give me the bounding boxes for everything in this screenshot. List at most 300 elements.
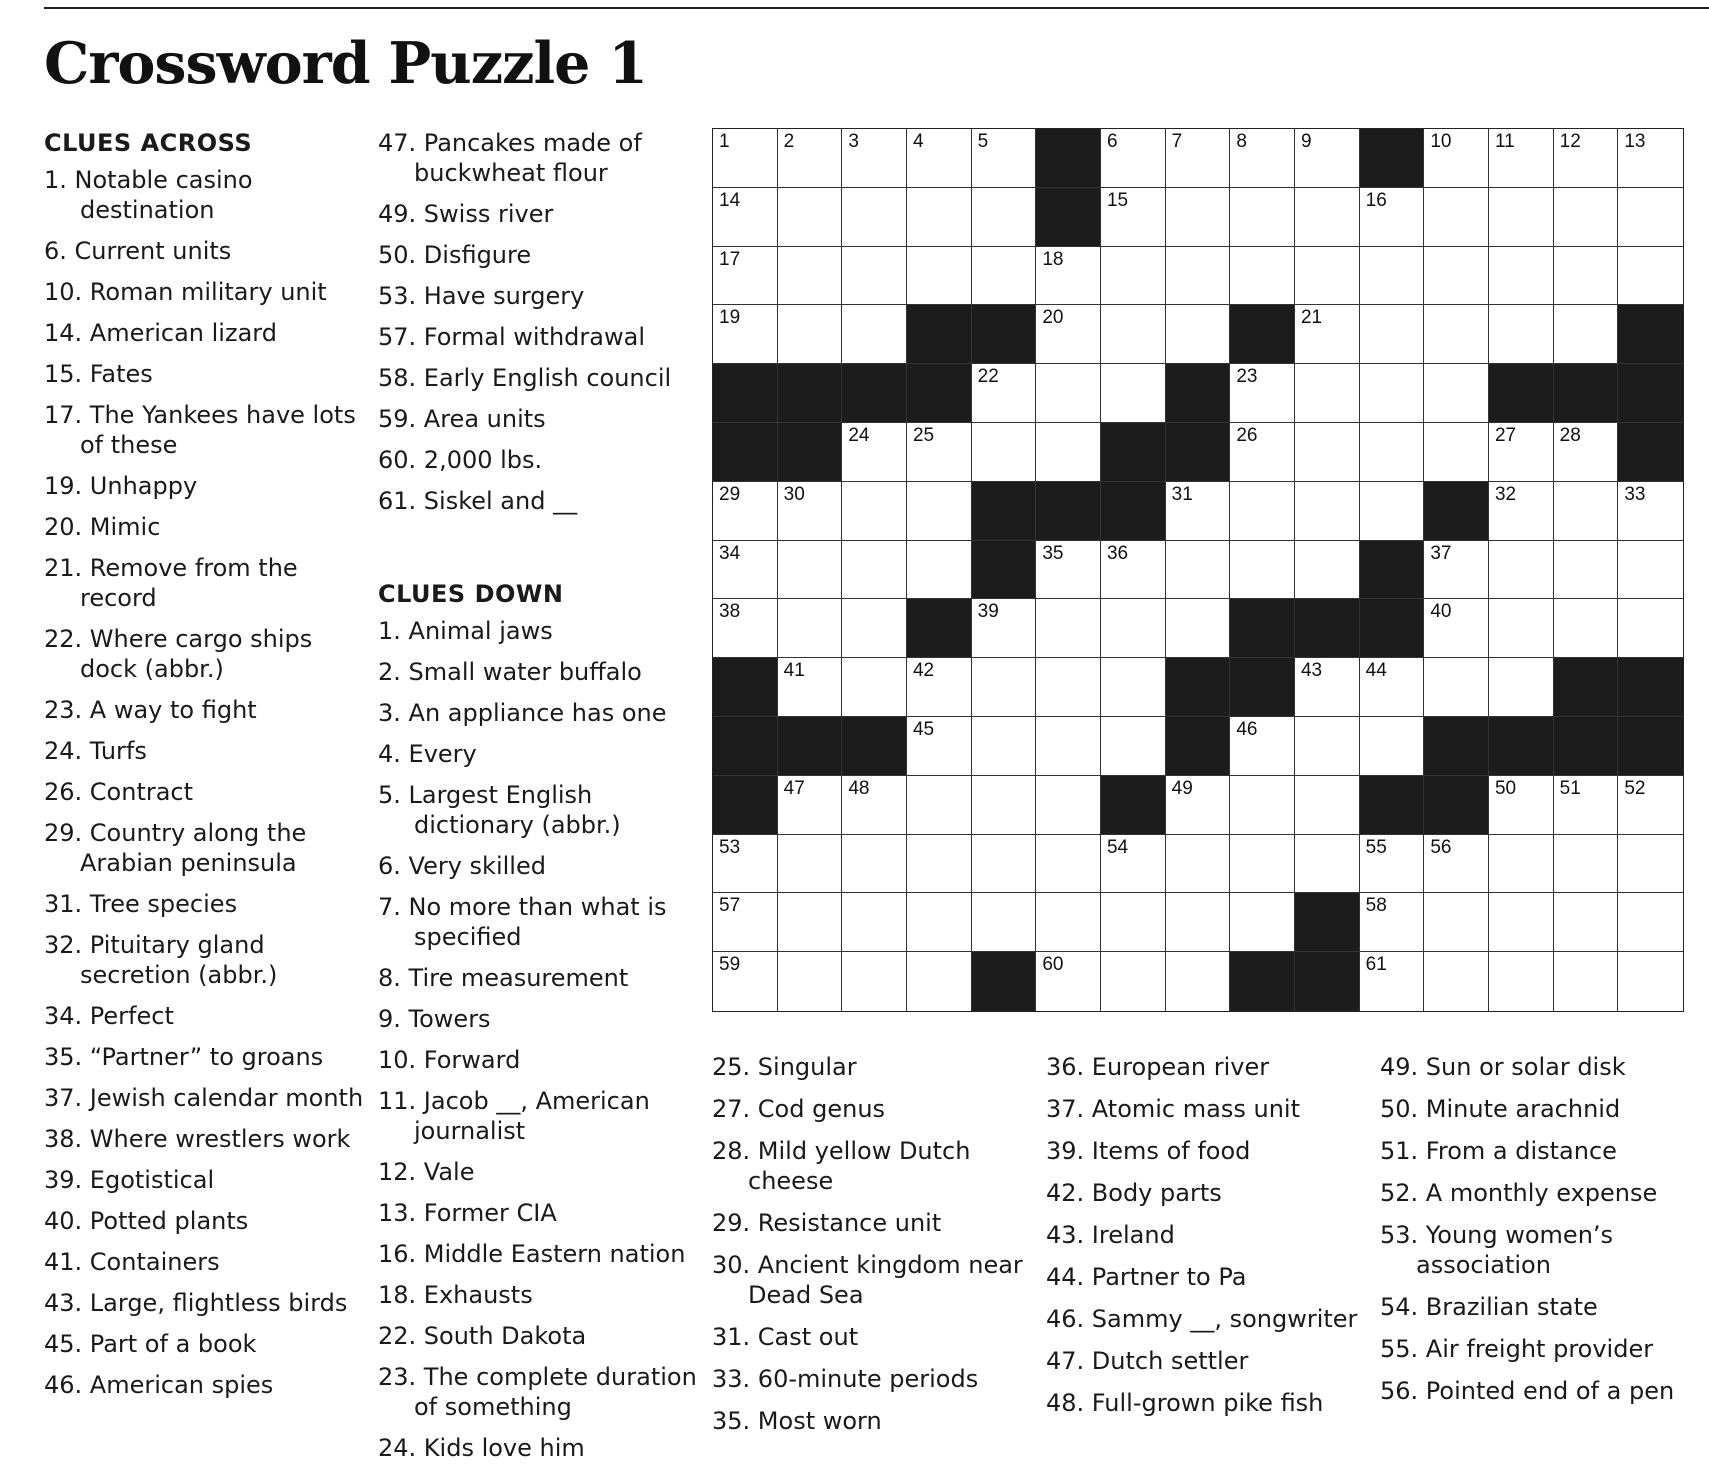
grid-cell[interactable]	[1166, 599, 1231, 658]
grid-cell[interactable]	[842, 423, 907, 482]
clue-item: 18. Exhausts	[378, 1281, 533, 1309]
grid-cell[interactable]	[1230, 188, 1295, 247]
clue-item: 50. Minute arachnid	[1380, 1095, 1621, 1123]
black-square	[1230, 599, 1295, 658]
grid-cell[interactable]	[1230, 482, 1295, 541]
clue-item: 23. A way to fight	[44, 696, 257, 724]
grid-cell[interactable]	[1230, 717, 1295, 776]
clue-item: 36. European river	[1046, 1053, 1270, 1081]
clue-item: 3. An appliance has one	[378, 699, 667, 727]
grid-cell[interactable]	[1424, 188, 1489, 247]
cell-number: 34	[719, 542, 741, 564]
grid-cell[interactable]	[842, 776, 907, 835]
grid-cell[interactable]	[907, 893, 972, 952]
cell-number: 10	[1430, 131, 1452, 152]
grid-cell[interactable]	[907, 658, 972, 717]
black-square	[1489, 717, 1554, 776]
grid-cell[interactable]	[1101, 599, 1166, 658]
grid-cell[interactable]	[842, 305, 907, 364]
grid-cell[interactable]	[972, 717, 1037, 776]
cell-number: 61	[1365, 954, 1387, 976]
cell-number: 53	[719, 836, 741, 858]
black-square	[778, 423, 843, 482]
cell-number: 44	[1365, 660, 1387, 682]
grid-cell[interactable]	[1036, 717, 1101, 776]
grid-cell[interactable]	[713, 599, 778, 658]
grid-cell[interactable]	[778, 129, 843, 188]
clues-down-heading: CLUES DOWN	[378, 580, 564, 608]
clue-item: 55. Air freight provider	[1380, 1335, 1654, 1363]
grid-cell[interactable]	[1424, 599, 1489, 658]
grid-cell[interactable]	[1489, 188, 1554, 247]
clue-item: 59. Area units	[378, 405, 546, 433]
grid-cell[interactable]	[1166, 482, 1231, 541]
black-square	[1554, 364, 1619, 423]
grid-cell[interactable]	[1036, 835, 1101, 894]
clue-item: 41. Containers	[44, 1248, 220, 1276]
black-square	[1101, 423, 1166, 482]
grid-cell[interactable]	[842, 541, 907, 600]
grid-cell[interactable]	[1166, 893, 1231, 952]
grid-cell[interactable]	[1295, 364, 1360, 423]
grid-cell[interactable]	[842, 599, 907, 658]
clue-item: 31. Cast out	[712, 1323, 859, 1351]
grid-cell[interactable]	[1036, 952, 1101, 1011]
grid-cell[interactable]	[1295, 482, 1360, 541]
grid-cell[interactable]	[1360, 482, 1425, 541]
cell-number: 39	[977, 601, 999, 623]
clue-item: 16. Middle Eastern nation	[378, 1240, 686, 1268]
grid-cell[interactable]	[1489, 658, 1554, 717]
cell-number: 38	[719, 601, 741, 623]
black-square	[778, 717, 843, 776]
cell-number: 22	[977, 366, 999, 388]
grid-cell[interactable]	[1036, 776, 1101, 835]
grid-cell[interactable]	[1618, 188, 1683, 247]
black-square	[1036, 188, 1101, 247]
grid-cell[interactable]	[778, 188, 843, 247]
clue-item: 35. “Partner” to groans	[44, 1043, 324, 1071]
black-square	[1166, 717, 1231, 776]
cell-number: 8	[1236, 131, 1247, 152]
grid-cell[interactable]	[1618, 835, 1683, 894]
clues-column-2	[378, 128, 698, 1474]
clue-item: 14. American lizard	[44, 319, 277, 347]
grid-cell[interactable]	[1489, 541, 1554, 600]
grid-cell[interactable]	[778, 952, 843, 1011]
grid-cell[interactable]	[1424, 305, 1489, 364]
grid-cell[interactable]	[1618, 599, 1683, 658]
grid-cell[interactable]	[1424, 247, 1489, 306]
grid-cell[interactable]	[1166, 188, 1231, 247]
grid-cell[interactable]	[1036, 658, 1101, 717]
grid-cell[interactable]	[842, 952, 907, 1011]
cell-number: 1	[719, 131, 730, 152]
cell-number: 18	[1042, 248, 1064, 270]
grid-cell[interactable]	[1101, 658, 1166, 717]
grid-cell[interactable]	[1036, 599, 1101, 658]
grid-cell[interactable]	[1360, 893, 1425, 952]
grid-cell[interactable]	[1618, 893, 1683, 952]
grid-cell[interactable]	[972, 129, 1037, 188]
clues-down-column-5	[1380, 1052, 1698, 1418]
clue-item: 57. Formal withdrawal	[378, 323, 645, 351]
grid-cell[interactable]	[1230, 893, 1295, 952]
grid-cell[interactable]	[1489, 423, 1554, 482]
grid-cell[interactable]	[972, 364, 1037, 423]
clue-item: 50. Disfigure	[378, 241, 532, 269]
grid-cell[interactable]	[1295, 541, 1360, 600]
grid-cell[interactable]	[1424, 364, 1489, 423]
grid-cell[interactable]	[1618, 541, 1683, 600]
clue-item: 28. Mild yellow Dutch cheese	[712, 1137, 971, 1195]
grid-cell[interactable]	[1489, 776, 1554, 835]
clues-down-column-3	[712, 1052, 1030, 1448]
grid-cell[interactable]	[713, 893, 778, 952]
grid-cell[interactable]	[778, 482, 843, 541]
clue-item: 22. Where cargo ships dock (abbr.)	[44, 625, 313, 683]
cell-number: 51	[1559, 777, 1581, 799]
black-square	[1489, 364, 1554, 423]
clue-item: 31. Tree species	[44, 890, 238, 918]
grid-cell[interactable]	[1489, 599, 1554, 658]
grid-cell[interactable]	[1101, 188, 1166, 247]
grid-cell[interactable]	[907, 952, 972, 1011]
grid-cell[interactable]	[1230, 541, 1295, 600]
grid-cell[interactable]	[1618, 482, 1683, 541]
cell-number: 6	[1106, 131, 1118, 152]
grid-cell[interactable]	[713, 188, 778, 247]
grid-cell[interactable]	[1166, 952, 1231, 1011]
page-title: Crossword Puzzle 1	[44, 30, 647, 97]
grid-cell[interactable]	[1101, 541, 1166, 600]
grid-cell[interactable]	[972, 893, 1037, 952]
cell-number: 29	[719, 483, 741, 505]
grid-cell[interactable]	[1618, 247, 1683, 306]
black-square	[907, 599, 972, 658]
cell-number: 11	[1494, 131, 1515, 152]
black-square	[1036, 129, 1101, 188]
cell-number: 35	[1042, 542, 1064, 564]
black-square	[1166, 364, 1231, 423]
grid-cell[interactable]	[1489, 893, 1554, 952]
grid-cell[interactable]	[1101, 893, 1166, 952]
black-square	[1166, 423, 1231, 482]
grid-cell[interactable]	[842, 893, 907, 952]
grid-cell[interactable]	[1554, 599, 1619, 658]
cell-number: 40	[1430, 601, 1452, 623]
grid-cell[interactable]	[778, 776, 843, 835]
cell-number: 49	[1171, 777, 1193, 799]
clue-item: 45. Part of a book	[44, 1330, 257, 1358]
grid-cell[interactable]	[972, 776, 1037, 835]
grid-cell[interactable]	[1166, 541, 1231, 600]
grid-cell[interactable]	[1554, 247, 1619, 306]
grid-cell[interactable]	[842, 835, 907, 894]
clue-item: 39. Items of food	[1046, 1137, 1251, 1165]
clue-item: 11. Jacob __, American journalist	[378, 1087, 650, 1145]
grid-cell[interactable]	[1295, 776, 1360, 835]
grid-cell[interactable]	[1036, 305, 1101, 364]
black-square	[1360, 129, 1425, 188]
grid-cell[interactable]	[778, 835, 843, 894]
cell-number: 9	[1300, 131, 1312, 152]
clues-across-column	[44, 128, 364, 1411]
clue-item: 9. Towers	[378, 1005, 491, 1033]
grid-cell[interactable]	[778, 541, 843, 600]
grid-cell[interactable]	[1424, 541, 1489, 600]
black-square	[972, 305, 1037, 364]
grid-cell[interactable]	[842, 482, 907, 541]
grid-cell[interactable]	[1489, 247, 1554, 306]
grid-cell[interactable]	[1295, 188, 1360, 247]
clue-item: 44. Partner to Pa	[1046, 1263, 1247, 1291]
grid-cell[interactable]	[1036, 247, 1101, 306]
clue-item: 5. Largest English dictionary (abbr.)	[378, 781, 621, 839]
grid-cell[interactable]	[1101, 247, 1166, 306]
clue-item: 38. Where wrestlers work	[44, 1125, 351, 1153]
grid-cell[interactable]	[1489, 482, 1554, 541]
grid-cell[interactable]	[1424, 658, 1489, 717]
cell-number: 24	[848, 424, 870, 446]
grid-cell[interactable]	[1360, 952, 1425, 1011]
cell-number: 7	[1171, 131, 1183, 152]
grid-cell[interactable]	[1360, 247, 1425, 306]
grid-cell[interactable]	[1554, 835, 1619, 894]
grid-cell[interactable]	[972, 658, 1037, 717]
clue-item: 43. Ireland	[1046, 1221, 1175, 1249]
grid-cell[interactable]	[713, 952, 778, 1011]
grid-cell[interactable]	[972, 423, 1037, 482]
clue-item: 13. Former CIA	[378, 1199, 557, 1227]
grid-cell[interactable]	[1554, 952, 1619, 1011]
grid-cell[interactable]	[1036, 364, 1101, 423]
grid-cell[interactable]	[1360, 658, 1425, 717]
grid-cell[interactable]	[778, 893, 843, 952]
cell-number: 16	[1365, 189, 1387, 211]
black-square	[1101, 482, 1166, 541]
grid-cell[interactable]	[1036, 893, 1101, 952]
grid-cell[interactable]	[1230, 129, 1295, 188]
cell-number: 42	[912, 660, 935, 682]
clue-item: 1. Notable casino destination	[44, 166, 253, 224]
black-square	[1166, 658, 1231, 717]
grid-cell[interactable]	[1554, 893, 1619, 952]
cell-number: 30	[783, 483, 805, 505]
cell-number: 20	[1042, 307, 1064, 329]
clue-item: 20. Mimic	[44, 513, 161, 541]
black-square	[1424, 482, 1489, 541]
clue-item: 29. Country along the Arabian peninsula	[44, 819, 307, 877]
grid-cell[interactable]	[1424, 893, 1489, 952]
grid-cell[interactable]	[1101, 305, 1166, 364]
grid-cell[interactable]	[1618, 129, 1683, 188]
grid-cell[interactable]	[1295, 658, 1360, 717]
grid-cell[interactable]	[1230, 247, 1295, 306]
grid-cell[interactable]	[1295, 305, 1360, 364]
grid-cell[interactable]	[1554, 129, 1619, 188]
grid-cell[interactable]	[1166, 305, 1231, 364]
grid-cell[interactable]	[907, 129, 972, 188]
grid-cell[interactable]	[1230, 364, 1295, 423]
grid-cell[interactable]	[1360, 423, 1425, 482]
grid-cell[interactable]	[1618, 776, 1683, 835]
grid-cell[interactable]	[1101, 129, 1166, 188]
grid-cell[interactable]	[713, 129, 778, 188]
grid-cell[interactable]	[713, 247, 778, 306]
cell-number: 52	[1624, 777, 1646, 799]
grid-cell[interactable]	[1618, 952, 1683, 1011]
cell-number: 25	[912, 424, 935, 446]
black-square	[1360, 541, 1425, 600]
grid-cell[interactable]	[1424, 952, 1489, 1011]
grid-cell[interactable]	[972, 247, 1037, 306]
grid-cell[interactable]	[907, 482, 972, 541]
clue-item: 17. The Yankees have lots of these	[44, 401, 356, 459]
top-rule	[44, 7, 1709, 9]
grid-cell[interactable]	[1230, 423, 1295, 482]
grid-cell[interactable]	[1489, 835, 1554, 894]
cell-number: 12	[1559, 131, 1581, 152]
clue-item: 25. Singular	[712, 1053, 857, 1081]
cell-number: 28	[1559, 424, 1581, 446]
grid-cell[interactable]	[907, 423, 972, 482]
grid-cell[interactable]	[713, 305, 778, 364]
cell-number: 57	[719, 895, 741, 917]
grid-cell[interactable]	[1360, 188, 1425, 247]
grid-cell[interactable]	[778, 247, 843, 306]
grid-cell[interactable]	[1489, 952, 1554, 1011]
black-square	[713, 776, 778, 835]
black-square	[713, 423, 778, 482]
clue-item: 47. Dutch settler	[1046, 1347, 1249, 1375]
cell-number: 47	[783, 777, 805, 799]
cell-number: 27	[1494, 424, 1517, 446]
clue-item: 6. Very skilled	[378, 852, 546, 880]
grid-cell[interactable]	[1424, 835, 1489, 894]
grid-cell[interactable]	[1554, 305, 1619, 364]
black-square	[842, 717, 907, 776]
grid-cell[interactable]	[907, 188, 972, 247]
grid-cell[interactable]	[972, 188, 1037, 247]
black-square	[907, 305, 972, 364]
clue-item: 56. Pointed end of a pen	[1380, 1377, 1675, 1405]
grid-cell[interactable]	[1360, 717, 1425, 776]
grid-cell[interactable]	[1101, 952, 1166, 1011]
clue-item: 27. Cod genus	[712, 1095, 886, 1123]
grid-cell[interactable]	[713, 541, 778, 600]
grid-cell[interactable]	[1295, 717, 1360, 776]
grid-cell[interactable]	[1101, 835, 1166, 894]
cell-number: 59	[719, 954, 741, 976]
grid-cell[interactable]	[713, 482, 778, 541]
grid-cell[interactable]	[907, 247, 972, 306]
grid-cell[interactable]	[1295, 423, 1360, 482]
clue-item: 34. Perfect	[44, 1002, 174, 1030]
black-square	[1618, 717, 1683, 776]
clue-item: 52. A monthly expense	[1380, 1179, 1658, 1207]
grid-cell[interactable]	[1166, 129, 1231, 188]
grid-cell[interactable]	[1554, 541, 1619, 600]
grid-cell[interactable]	[907, 835, 972, 894]
grid-cell[interactable]	[1360, 835, 1425, 894]
grid-cell[interactable]	[1554, 482, 1619, 541]
clue-item: 47. Pancakes made of buckwheat flour	[378, 129, 642, 187]
clue-item: 51. From a distance	[1380, 1137, 1617, 1165]
clue-item: 61. Siskel and __	[378, 487, 578, 515]
grid-cell[interactable]	[842, 658, 907, 717]
clue-item: 29. Resistance unit	[712, 1209, 942, 1237]
grid-cell[interactable]	[842, 188, 907, 247]
cell-number: 54	[1106, 836, 1129, 858]
grid-cell[interactable]	[1230, 776, 1295, 835]
clue-item: 60. 2,000 lbs.	[378, 446, 543, 474]
grid-cell[interactable]	[1230, 835, 1295, 894]
grid-cell[interactable]	[1101, 717, 1166, 776]
clue-item: 53. Young women’s association	[1380, 1221, 1614, 1279]
grid-cell[interactable]	[1295, 835, 1360, 894]
clue-item: 49. Sun or solar disk	[1380, 1053, 1626, 1081]
black-square	[1295, 952, 1360, 1011]
grid-cell[interactable]	[972, 835, 1037, 894]
clue-item: 24. Kids love him	[378, 1434, 585, 1462]
grid-cell[interactable]	[907, 776, 972, 835]
clue-item: 35. Most worn	[712, 1407, 882, 1435]
cell-number: 33	[1624, 483, 1646, 505]
grid-cell[interactable]	[1166, 835, 1231, 894]
black-square	[1036, 482, 1101, 541]
grid-cell[interactable]	[842, 247, 907, 306]
grid-cell[interactable]	[1489, 129, 1554, 188]
grid-cell[interactable]	[842, 129, 907, 188]
grid-cell[interactable]	[972, 599, 1037, 658]
grid-cell[interactable]	[1424, 129, 1489, 188]
grid-cell[interactable]	[1166, 776, 1231, 835]
grid-cell[interactable]	[1295, 247, 1360, 306]
black-square	[1618, 364, 1683, 423]
grid-cell[interactable]	[778, 599, 843, 658]
clue-item: 40. Potted plants	[44, 1207, 249, 1235]
clue-item: 10. Forward	[378, 1046, 521, 1074]
grid-cell[interactable]	[1101, 364, 1166, 423]
grid-cell[interactable]	[1036, 423, 1101, 482]
black-square	[713, 364, 778, 423]
cell-number: 21	[1300, 307, 1323, 329]
cell-number: 31	[1171, 483, 1193, 505]
grid-cell[interactable]	[1554, 188, 1619, 247]
grid-cell[interactable]	[1424, 423, 1489, 482]
grid-cell[interactable]	[778, 658, 843, 717]
grid-cell[interactable]	[1489, 305, 1554, 364]
grid-cell[interactable]	[907, 717, 972, 776]
grid-cell[interactable]	[1036, 541, 1101, 600]
grid-cell[interactable]	[778, 305, 843, 364]
grid-cell[interactable]	[907, 541, 972, 600]
clue-item: 43. Large, flightless birds	[44, 1289, 348, 1317]
grid-cell[interactable]	[1360, 305, 1425, 364]
grid-cell[interactable]	[1554, 776, 1619, 835]
grid-cell[interactable]	[1295, 129, 1360, 188]
clue-item: 54. Brazilian state	[1380, 1293, 1598, 1321]
grid-cell[interactable]	[713, 835, 778, 894]
grid-cell[interactable]	[1554, 423, 1619, 482]
cell-number: 58	[1365, 895, 1387, 917]
clue-item: 49. Swiss river	[378, 200, 554, 228]
black-square	[1295, 893, 1360, 952]
cell-number: 17	[719, 248, 741, 270]
grid-cell[interactable]	[1360, 364, 1425, 423]
grid-cell[interactable]	[1166, 247, 1231, 306]
